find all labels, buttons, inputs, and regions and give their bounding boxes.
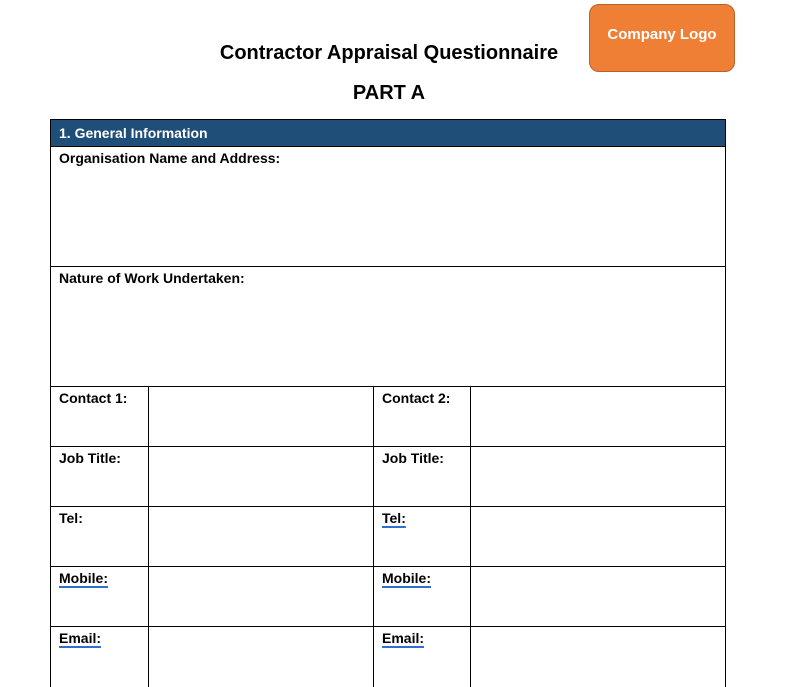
mobile-2-label: Mobile: [382,570,431,586]
mobile-2-field[interactable] [471,567,726,627]
organisation-field[interactable] [51,147,726,267]
tel-2-field[interactable] [471,507,726,567]
contact-1-label-cell [51,387,149,447]
tel-2-label: Tel: [382,510,406,526]
mobile-1-label-cell [51,567,149,627]
section-title: 1. General Information [59,125,208,141]
tel-row [51,507,726,567]
nature-of-work-label: Nature of Work Undertaken: [59,270,245,286]
tel-2-label-cell [374,507,471,567]
tel-1-label: Tel: [59,510,83,526]
email-2-label: Email: [382,630,425,646]
job-title-2-label-cell [374,447,471,507]
nature-of-work-field[interactable] [51,267,726,387]
tel-1-field[interactable] [149,507,374,567]
contact-row [51,387,726,447]
mobile-1-field[interactable] [149,567,374,627]
contact-2-field[interactable] [471,387,726,447]
tel-1-label-cell [51,507,149,567]
job-title-1-field[interactable] [149,447,374,507]
section-header [51,120,726,147]
company-logo [589,4,735,72]
contact-1-field[interactable] [149,387,374,447]
email-row [51,627,726,687]
mobile-2-label-cell [374,567,471,627]
mobile-row [51,567,726,627]
email-1-field[interactable] [149,627,374,687]
job-title-row [51,447,726,507]
job-title-1-label: Job Title: [59,450,121,466]
document-part-heading: PART A [352,82,426,104]
organisation-label: Organisation Name and Address: [59,150,281,166]
job-title-2-label: Job Title: [382,450,444,466]
contact-2-label: Contact 2: [382,390,451,406]
general-information-table [50,119,726,687]
document-title: Contractor Appraisal Questionnaire [219,42,559,64]
email-1-label: Email: [59,630,102,646]
mobile-1-label: Mobile: [59,570,108,586]
job-title-1-label-cell [51,447,149,507]
contact-1-label: Contact 1: [59,390,128,406]
company-logo-text: Company Logo [607,26,717,43]
email-2-field[interactable] [471,627,726,687]
job-title-2-field[interactable] [471,447,726,507]
contact-2-label-cell [374,387,471,447]
email-1-label-cell [51,627,149,687]
email-2-label-cell [374,627,471,687]
